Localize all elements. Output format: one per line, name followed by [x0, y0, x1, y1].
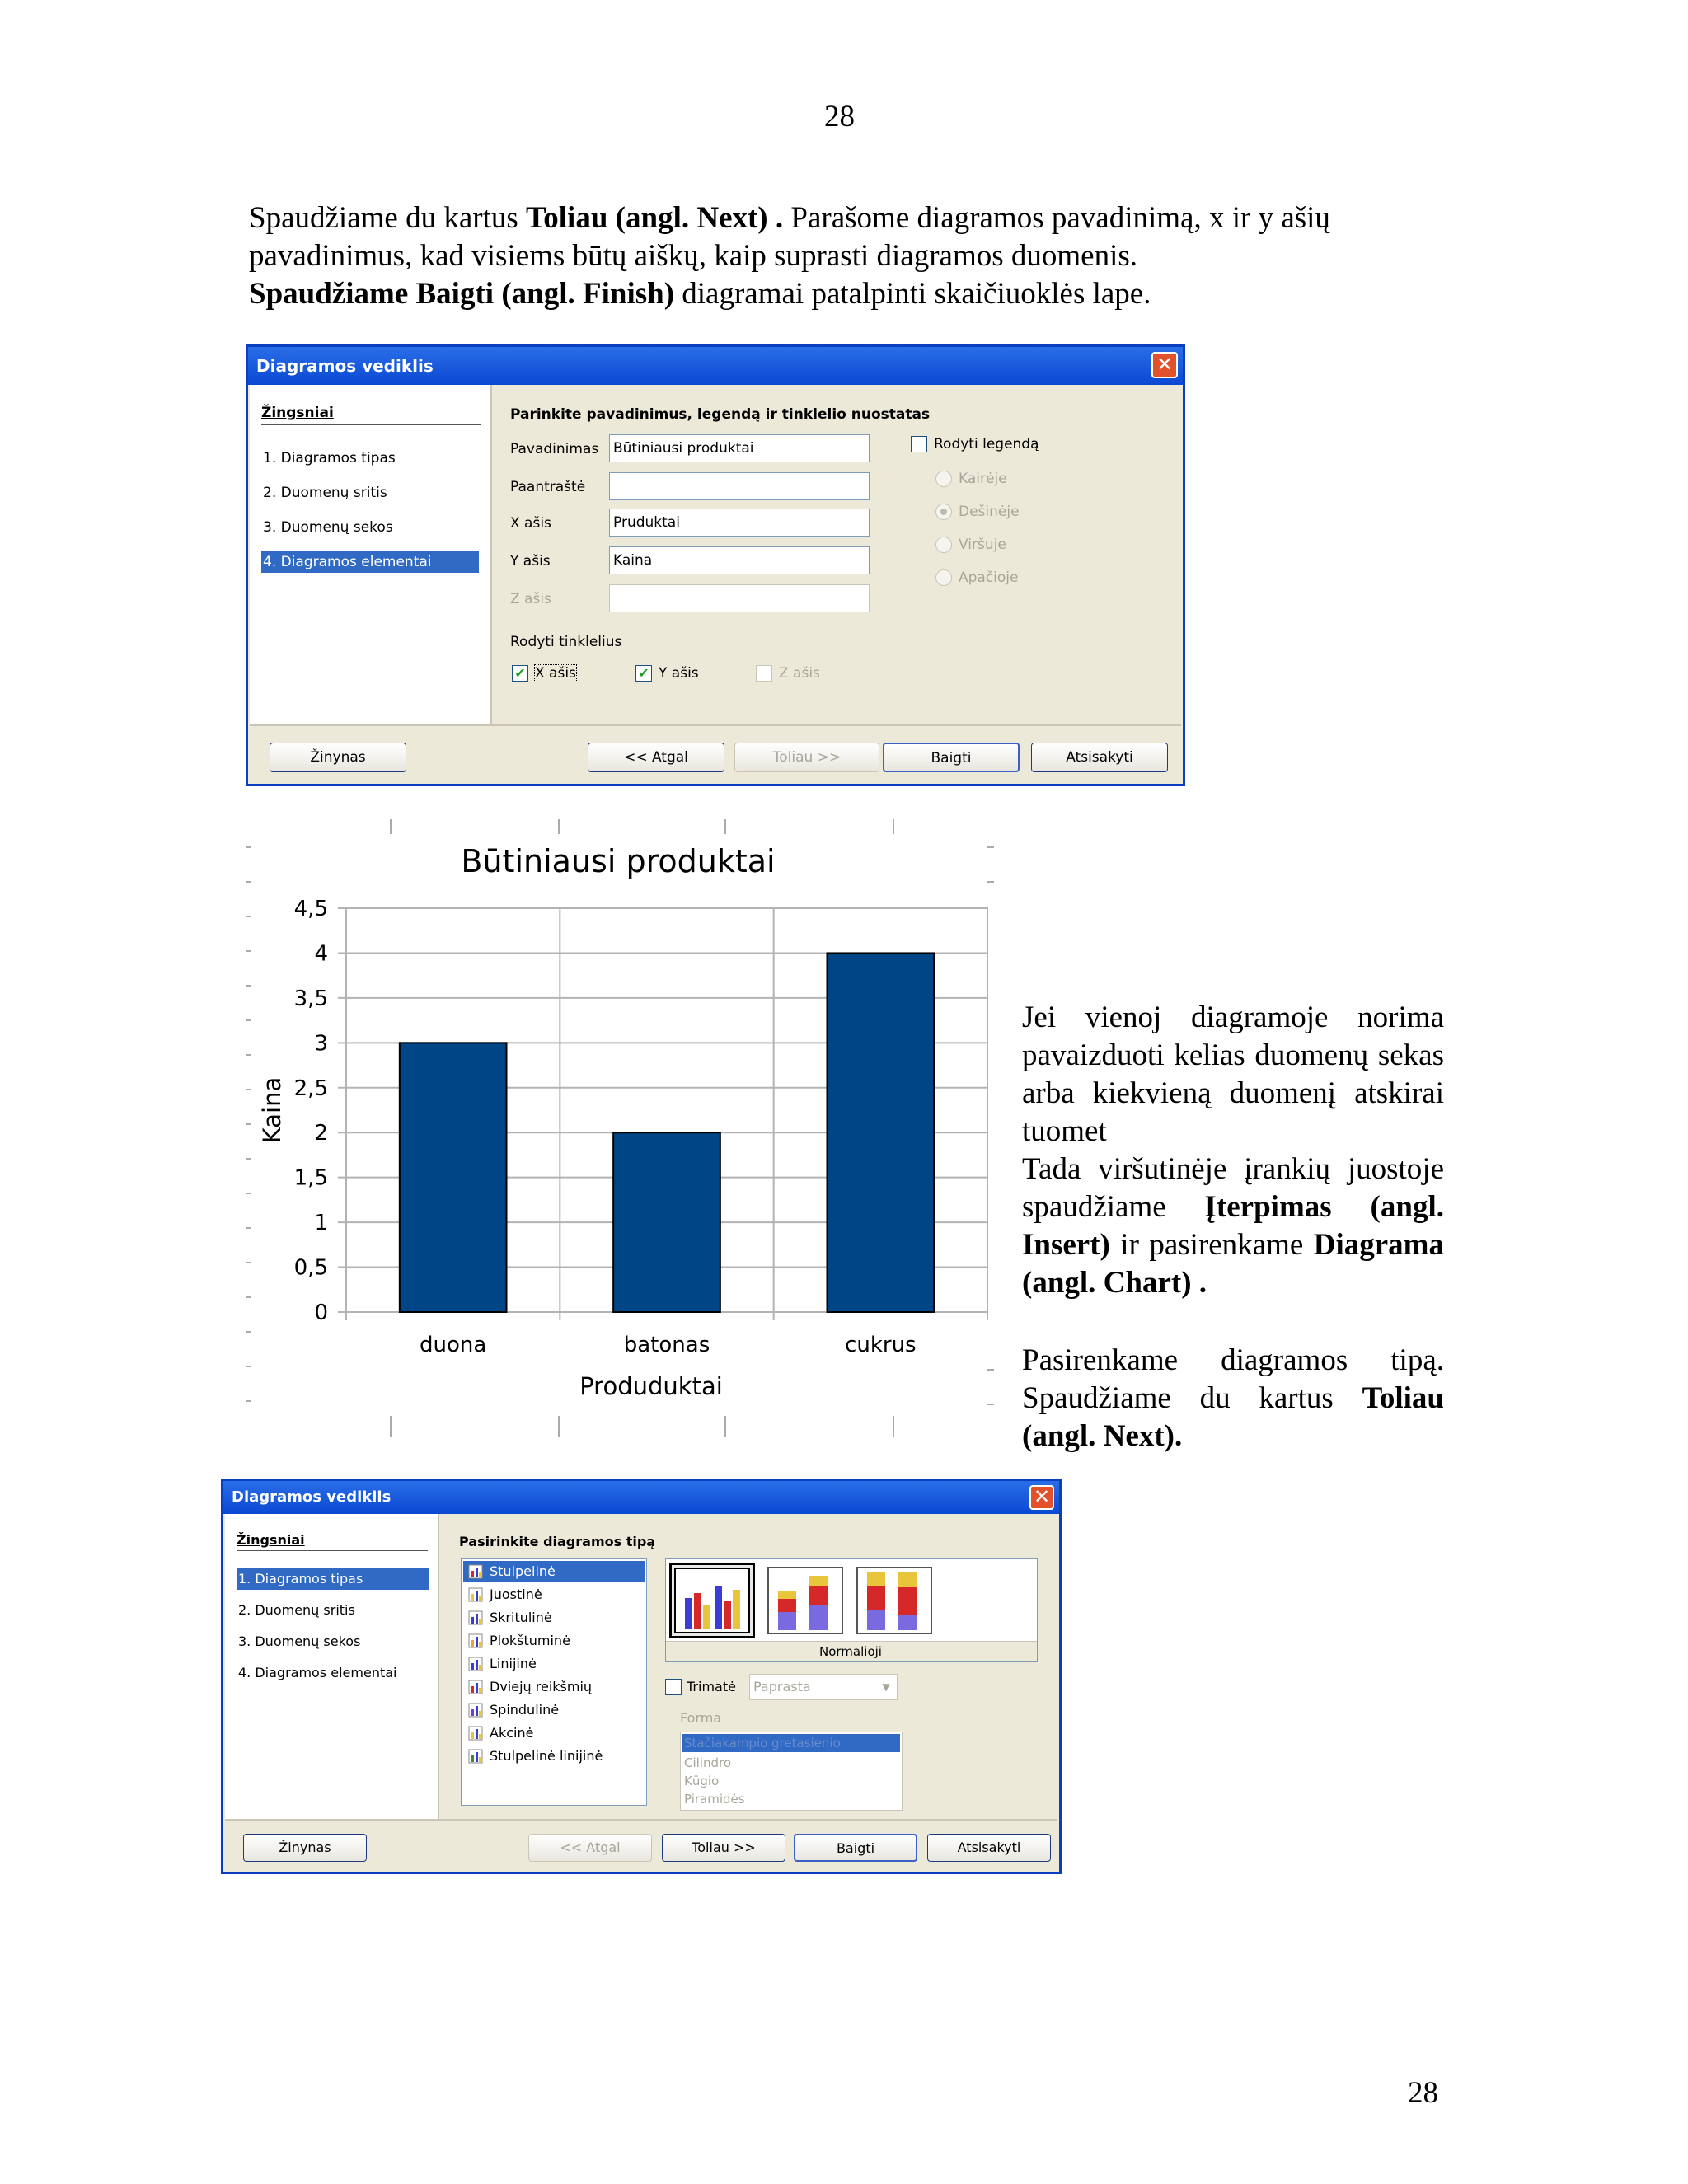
column-line-chart-icon — [468, 1749, 483, 1764]
next-button: Toliau >> — [734, 743, 879, 772]
x-tick-label: cukrus — [845, 1333, 917, 1357]
step-chart-type[interactable]: 1. Diagramos tipas — [263, 450, 396, 466]
steps-heading: Žingsniai — [261, 405, 334, 421]
stock-chart-icon — [468, 1726, 483, 1741]
intro-text — [249, 199, 1444, 313]
shape-item-pyramid: Piramidės — [684, 1792, 745, 1807]
shape-item-cylinder: Cilindro — [684, 1755, 732, 1770]
grid-y-label: Y ašis — [659, 665, 699, 682]
side-p3-next: Toliau (angl. Next). — [1022, 1381, 1444, 1453]
back-button[interactable]: << Atgal — [588, 743, 724, 772]
intro-line1-bold: Toliau (angl. Next) . — [526, 201, 784, 235]
side-text-block-2 — [1022, 1342, 1444, 1455]
step-data-series[interactable]: 3. Duomenų sekos — [238, 1633, 361, 1649]
chart-type-label: Plokštuminė — [490, 1633, 570, 1648]
side-p2-mid: ir pasirenkame — [1109, 1228, 1314, 1262]
variant-label: Normalioji — [819, 1644, 882, 1659]
page-number-top: 28 — [824, 100, 855, 134]
step-data-range[interactable]: 2. Duomenų sritis — [238, 1602, 355, 1618]
side-paragraph-2 — [1022, 1151, 1444, 1302]
show-legend-checkbox[interactable] — [911, 436, 927, 452]
y-tick-label: 4,5 — [293, 897, 328, 921]
step-chart-elements[interactable]: 4. Diagramos elementai — [261, 551, 479, 573]
x-axis-label: X ašis — [510, 515, 551, 532]
chart-type-label: Skritulinė — [490, 1610, 552, 1625]
y-tick-label: 2 — [314, 1121, 328, 1146]
z-axis-label: Z ašis — [510, 591, 551, 607]
title-label: Pavadinimas — [510, 441, 599, 457]
pie-chart-icon — [468, 1610, 483, 1625]
subtitle-label: Paantraštė — [510, 479, 586, 495]
x-tick-label: batonas — [623, 1333, 710, 1357]
subtitle-input[interactable] — [609, 472, 870, 500]
chart-type-label: Stulpelinė linijinė — [490, 1748, 603, 1764]
y-tick-label: 0 — [314, 1301, 328, 1325]
chart-type-item[interactable] — [463, 1607, 645, 1629]
side-p2-insert: Įterpimas (angl. Insert) — [1022, 1190, 1444, 1262]
title-input[interactable]: Būtiniausi produktai — [609, 434, 870, 462]
three-d-label: Trimatė — [687, 1679, 736, 1694]
chart-type-label: Spindulinė — [490, 1702, 560, 1718]
side-text-block — [1022, 999, 1444, 1302]
intro-line2: pavadinimus, kad visiems būtų aiškų, kaip suprasti diagramos duomenis. — [249, 239, 1138, 273]
legend-top-label: Viršuje — [959, 537, 1006, 553]
chart-type-item[interactable] — [463, 1653, 645, 1675]
grid-z-label: Z ašis — [779, 665, 820, 682]
variant-panel — [665, 1558, 1038, 1662]
line-chart-icon — [468, 1657, 483, 1671]
z-axis-input — [609, 584, 870, 612]
chart-type-label: Juostinė — [490, 1586, 542, 1602]
chart-type-item[interactable] — [463, 1699, 645, 1721]
y-tick-label: 2,5 — [293, 1076, 328, 1101]
x-axis-title: Produduktai — [579, 1372, 723, 1400]
close-icon[interactable]: ✕ — [1029, 1485, 1054, 1510]
y-tick-label: 0,5 — [293, 1255, 328, 1281]
xy-chart-icon — [468, 1680, 483, 1694]
step-data-series[interactable]: 3. Duomenų sekos — [263, 519, 393, 536]
bar — [400, 1043, 507, 1312]
y-tick-label: 3 — [314, 1031, 328, 1057]
chevron-down-icon: ▼ — [882, 1681, 890, 1693]
panel-title: Parinkite pavadinimus, legendą ir tinklelio nuostatas — [510, 406, 931, 423]
intro-line3-end: diagramai patalpinti skaičiuoklės lape. — [674, 277, 1151, 311]
close-icon[interactable]: ✕ — [1151, 352, 1178, 378]
chart-type-item[interactable] — [463, 1722, 645, 1744]
help-button[interactable]: Žinynas — [243, 1834, 367, 1862]
legend-right-label: Dešinėje — [959, 504, 1020, 520]
bar-chart-svg — [239, 818, 997, 1444]
button-bar-divider — [225, 1819, 1057, 1821]
chart-type-item[interactable] — [463, 1561, 645, 1582]
steps-divider — [261, 424, 481, 425]
chart-type-label: Akcinė — [490, 1725, 534, 1741]
intro-line3-bold: Spaudžiame Baigti (angl. Finish) — [249, 277, 675, 311]
page-number-bottom: 28 — [1408, 2076, 1438, 2110]
three-d-checkbox[interactable] — [665, 1679, 682, 1695]
variant-stacked-icon[interactable] — [767, 1566, 844, 1635]
step-data-range[interactable]: 2. Duomenų sritis — [263, 485, 387, 501]
three-d-select: Paprasta — [749, 1674, 898, 1700]
help-button[interactable]: Žinynas — [270, 743, 406, 772]
cancel-button[interactable]: Atsisakyti — [927, 1834, 1051, 1862]
button-bar-divider — [250, 724, 1181, 726]
chart-type-label: Linijinė — [490, 1656, 537, 1671]
intro-line1-end: Parašome diagramos pavadinimą, x ir y ašių — [783, 201, 1330, 235]
side-paragraph-3 — [1022, 1342, 1444, 1455]
back-button: << Atgal — [528, 1834, 652, 1862]
area-chart-icon — [468, 1633, 483, 1648]
variant-normal-icon[interactable] — [669, 1563, 755, 1638]
y-axis-label: Y ašis — [510, 553, 551, 569]
chart-type-item[interactable] — [463, 1746, 645, 1767]
horizontal-bar-chart-icon — [468, 1587, 483, 1602]
grid-x-label: X ašis — [535, 665, 576, 682]
x-axis-input[interactable]: Pruduktai — [609, 509, 870, 537]
shape-item-cone: Kūgio — [684, 1774, 720, 1788]
radar-chart-icon — [468, 1703, 483, 1718]
chart-wizard-type-dialog — [221, 1479, 1062, 1874]
chart-wizard-elements-dialog — [246, 344, 1185, 786]
grid-x-checkbox[interactable]: ✔ — [512, 665, 528, 682]
chart-type-item[interactable] — [463, 1630, 645, 1652]
chart-type-list[interactable] — [461, 1558, 647, 1806]
steps-pane — [225, 1514, 439, 1819]
steps-pane — [250, 385, 492, 724]
side-paragraph-1: Jei vienoj diagramoje norima pavaizduoti kelias duomenų sekas arba kiekvieną duomenį atskirai tuomet — [1022, 1001, 1444, 1148]
dialog-titlebar: Diagramos vediklis — [248, 347, 1183, 385]
step-chart-elements[interactable]: 4. Diagramos elementai — [238, 1665, 397, 1680]
steps-divider — [237, 1550, 428, 1551]
legend-bottom-radio — [935, 569, 952, 586]
legend-left-label: Kairėje — [959, 471, 1007, 487]
bar — [828, 953, 935, 1312]
next-button[interactable]: Toliau >> — [662, 1834, 785, 1862]
y-axis-input[interactable]: Kaina — [609, 546, 870, 574]
shape-list — [680, 1732, 903, 1811]
intro-line1-start: Spaudžiame du kartus — [249, 201, 526, 235]
grid-y-checkbox[interactable]: ✔ — [635, 665, 652, 682]
finish-button[interactable]: Baigti — [883, 743, 1020, 772]
side-p2-chart: Diagrama (angl. Chart) . — [1022, 1228, 1444, 1300]
steps-heading: Žingsniai — [237, 1532, 305, 1548]
y-tick-label: 4 — [314, 941, 328, 967]
legend-bottom-label: Apačioje — [959, 569, 1019, 586]
step-chart-type[interactable]: 1. Diagramos tipas — [237, 1568, 429, 1590]
chart-type-item[interactable] — [463, 1676, 645, 1698]
y-tick-label: 1,5 — [293, 1165, 328, 1191]
y-axis-title: Kaina — [258, 1076, 286, 1144]
shape-item-box: Stačiakampio gretasienio — [682, 1734, 900, 1752]
chart-type-item[interactable] — [463, 1584, 645, 1605]
side-p2-text: Tada viršutinėje įrankių juostoje spaudžiame — [1022, 1152, 1444, 1224]
legend-right-radio — [935, 504, 952, 520]
y-tick-label: 3,5 — [293, 986, 328, 1011]
finish-button[interactable]: Baigti — [794, 1834, 917, 1862]
legend-left-radio — [935, 471, 952, 487]
chart-title: Būtiniausi produktai — [461, 843, 776, 879]
y-tick-label: 1 — [314, 1211, 328, 1236]
chart-type-label: Dviejų reikšmių — [490, 1679, 593, 1694]
chart-type-label: Stulpelinė — [490, 1563, 556, 1579]
cancel-button[interactable]: Atsisakyti — [1031, 743, 1168, 772]
variant-percent-icon[interactable] — [856, 1566, 933, 1635]
panel-title: Pasirinkite diagramos tipą — [459, 1534, 656, 1549]
side-p3-text: Pasirenkame diagramos tipą. Spaudžiame du kartus — [1022, 1343, 1444, 1415]
shape-label: Forma — [680, 1710, 722, 1726]
dialog-titlebar: Diagramos vediklis — [223, 1481, 1059, 1514]
legend-top-radio — [935, 537, 952, 553]
x-tick-label: duona — [420, 1333, 487, 1357]
bar-chart-icon — [468, 1564, 483, 1579]
bar-chart — [239, 818, 997, 1444]
show-legend-label: Rodyti legendą — [934, 436, 1039, 452]
bar — [613, 1132, 720, 1312]
grid-title: Rodyti tinklelius — [510, 634, 622, 650]
grid-z-checkbox — [756, 665, 772, 682]
